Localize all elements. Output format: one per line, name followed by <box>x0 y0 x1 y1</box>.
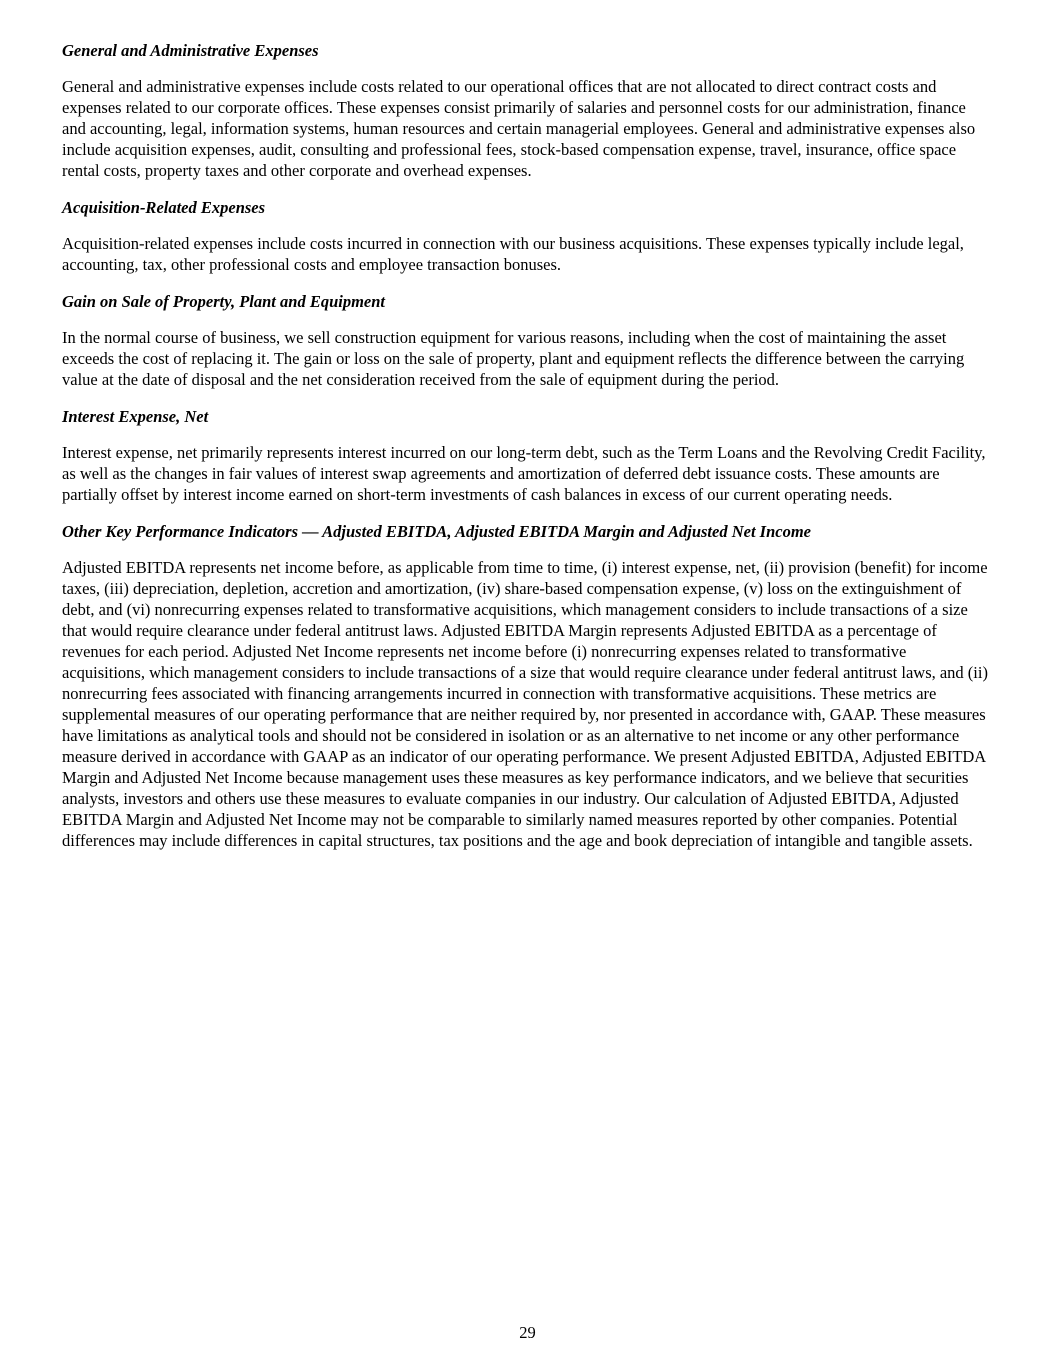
section-other-key-performance-indicators <box>62 521 993 867</box>
section-heading: Interest Expense, Net <box>62 407 209 426</box>
section-gain-on-sale <box>62 291 993 406</box>
section-acquisition-related-expenses <box>62 197 993 291</box>
section-heading: Other Key Performance Indicators — Adjusted EBITDA, Adjusted EBITDA Margin and Adjusted Net Income <box>62 522 811 541</box>
section-paragraph: Acquisition-related expenses include costs incurred in connection with our business acquisitions. These expenses typically include legal, accounting, tax, other professional costs and employee transaction bonuses. <box>62 234 964 274</box>
section-heading: Acquisition-Related Expenses <box>62 198 266 217</box>
section-heading: General and Administrative Expenses <box>62 41 319 60</box>
section-interest-expense-net <box>62 406 993 521</box>
page-number: 29 <box>519 1323 536 1342</box>
section-paragraph: In the normal course of business, we sell construction equipment for various reasons, including when the cost of maintaining the asset exceeds the cost of replacing it. The gain or loss on the sale of property, plant and equipment reflects the difference between the carrying value at the date of disposal and the net consideration received from the sale of equipment during the period. <box>62 328 965 389</box>
section-general-admin-expenses <box>62 40 993 197</box>
section-paragraph: Adjusted EBITDA represents net income before, as applicable from time to time, (i) interest expense, net, (ii) provision (benefit) for income taxes, (iii) depreciation, depletion, accretion and amortization, (iv) share-based compensation expense, (v) loss on the extinguishment of debt, and (vi) nonrecurring expenses related to transformative acquisitions, which management considers to include transactions of a size that would require clearance under federal antitrust laws. Adjusted EBITDA Margin represents Adjusted EBITDA as a percentage of revenues for each period. Adjusted Net Income represents net income before (i) nonrecurring expenses related to transformative acquisitions, which management considers to include transactions of a size that would require clearance under federal antitrust laws, and (ii) nonrecurring fees associated with financing arrangements incurred in connection with transformative acquisitions. These metrics are supplemental measures of our operating performance that are neither required by, nor presented in accordance with, GAAP. These measures have limitations as analytical tools and should not be considered in isolation or as an alternative to net income or any other performance measure derived in accordance with GAAP as an indicator of our operating performance. We present Adjusted EBITDA, Adjusted EBITDA Margin and Adjusted Net Income because management uses these measures as key performance indicators, and we believe that securities analysts, investors and others use these measures to evaluate companies in our industry. Our calculation of Adjusted EBITDA, Adjusted EBITDA Margin and Adjusted Net Income may not be comparable to similarly named measures reported by other companies. Potential differences may include differences in capital structures, tax positions and the age and book depreciation of intangible and tangible assets. <box>62 558 988 850</box>
section-paragraph: General and administrative expenses include costs related to our operational offices that are not allocated to direct contract costs and expenses related to our corporate offices. These expenses consist primarily of salaries and personnel costs for our administration, finance and accounting, legal, information systems, human resources and certain managerial employees. General and administrative expenses also include acquisition expenses, audit, consulting and professional fees, stock-based compensation expense, travel, insurance, office space rental costs, property taxes and other corporate and overhead expenses. <box>62 77 976 180</box>
section-paragraph: Interest expense, net primarily represents interest incurred on our long-term debt, such as the Term Loans and the Revolving Credit Facility, as well as the changes in fair values of interest swap agreements and amortization of deferred debt issuance costs. These amounts are partially offset by interest income earned on short-term investments of cash balances in excess of our current operating needs. <box>62 443 986 504</box>
section-heading: Gain on Sale of Property, Plant and Equipment <box>62 292 386 311</box>
